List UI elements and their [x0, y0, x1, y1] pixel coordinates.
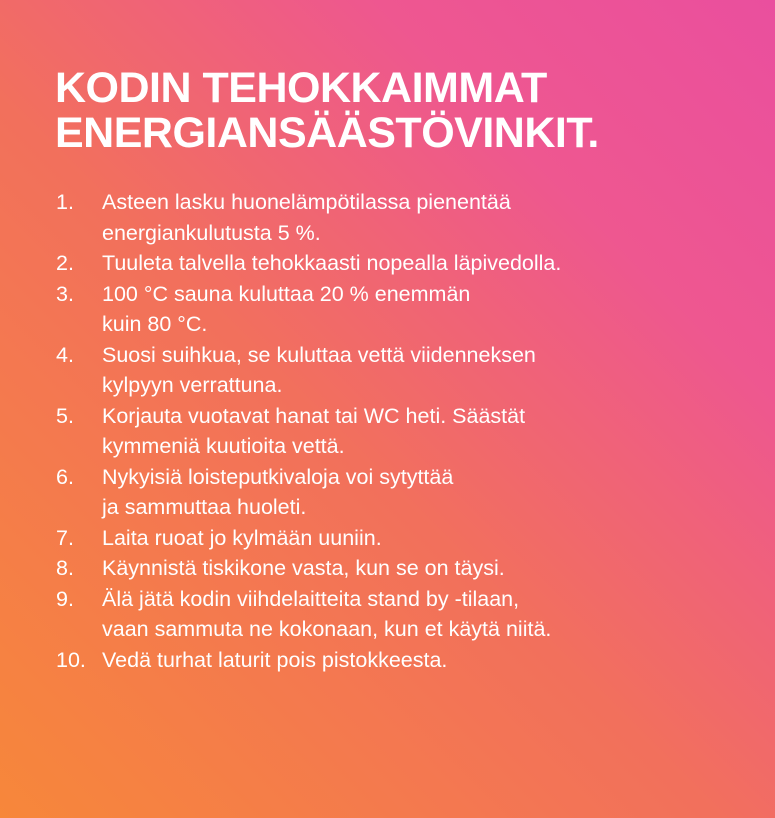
- tip-text-line: Nykyisiä loisteputkivaloja voi sytyttää: [102, 464, 454, 489]
- tip-text: [102, 553, 756, 584]
- tip-item: [56, 401, 756, 462]
- tip-text: [102, 401, 756, 462]
- poster-title-line-2: ENERGIANSÄÄSTÖVINKIT.: [55, 109, 599, 157]
- tip-text-line: kuin 80 °C.: [102, 312, 208, 336]
- tip-text-line: Suosi suihkua, se kuluttaa vettä viidenneksen: [102, 342, 536, 367]
- tip-text-line: Tuuleta talvella tehokkaasti nopealla läpivedolla.: [102, 251, 562, 275]
- tip-number: 5.: [56, 403, 74, 428]
- tip-text-line: Käynnistä tiskikone vasta, kun se on täysi.: [102, 556, 505, 580]
- tip-text-line: Asteen lasku huonelämpötilassa pienentää: [102, 190, 511, 214]
- tip-text-line: vaan sammuta ne kokonaan, kun et käytä niitä.: [102, 617, 552, 641]
- tip-text: [102, 462, 756, 523]
- tip-text-line: Älä jätä kodin viihdelaitteita stand by -tilaan,: [102, 586, 520, 611]
- tip-text: [102, 279, 756, 340]
- tip-item: [56, 553, 756, 584]
- tip-number: 3.: [56, 281, 74, 306]
- tip-item: [56, 645, 756, 676]
- tips-list: [56, 187, 756, 675]
- poster-title: [55, 66, 599, 156]
- tip-text-line: Vedä turhat laturit pois pistokkeesta.: [102, 647, 448, 672]
- tip-number: 9.: [56, 586, 74, 611]
- tip-text: [102, 584, 756, 645]
- tip-item: [56, 279, 756, 340]
- tip-text-line: Korjauta vuotavat hanat tai WC heti. Säästät: [102, 403, 526, 428]
- tip-item: [56, 187, 756, 248]
- tip-text: [102, 187, 756, 248]
- tip-number: 1.: [56, 190, 74, 214]
- tip-item: [56, 584, 756, 645]
- tip-text-line: kymmeniä kuutioita vettä.: [102, 434, 345, 458]
- tip-number: 10.: [56, 647, 86, 672]
- tip-number: 2.: [56, 251, 74, 275]
- tip-number: 8.: [56, 556, 74, 580]
- tip-text: [102, 340, 756, 401]
- tip-number: 7.: [56, 525, 74, 550]
- tip-text-line: ja sammuttaa huoleti.: [102, 495, 307, 519]
- tip-item: [56, 248, 756, 279]
- poster-title-line-1: KODIN TEHOKKAIMMAT: [55, 64, 547, 112]
- tip-text-line: Laita ruoat jo kylmään uuniin.: [102, 525, 382, 550]
- tip-item: [56, 523, 756, 554]
- tip-text: [102, 523, 756, 554]
- tip-item: [56, 462, 756, 523]
- tip-item: [56, 340, 756, 401]
- tip-number: 6.: [56, 464, 74, 489]
- tip-text-line: 100 °C sauna kuluttaa 20 % enemmän: [102, 281, 471, 306]
- tip-number: 4.: [56, 342, 74, 367]
- tip-text: [102, 645, 756, 676]
- tip-text-line: kylpyyn verrattuna.: [102, 373, 283, 397]
- tip-text: [102, 248, 756, 279]
- tip-text-line: energiankulutusta 5 %.: [102, 220, 321, 245]
